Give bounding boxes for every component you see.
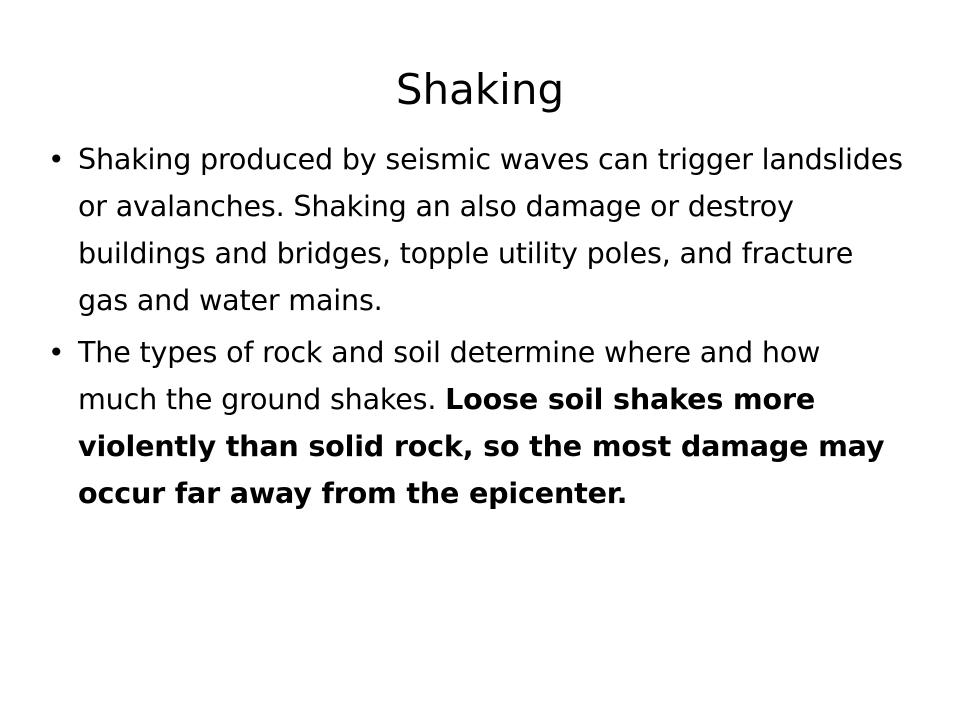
bullet-icon: • [48,336,65,369]
bullet-text: Shaking produced by seismic waves can trigger landslides or avalanches. Shaking an also damage or destroy buildings and bridges, topple utility poles, and fracture gas and water mains. [78,142,903,317]
bullet-icon: • [48,143,65,176]
bullet-item [48,136,908,324]
bullet-text: The types of rock and soil determine where and how much the ground shakes. [78,335,821,416]
bullet-item [48,329,908,517]
bullet-bold-text: Loose soil shakes more violently than solid rock, so the most damage may occur far away from the epicenter. [78,382,885,510]
bullet-list [48,136,908,522]
slide-title: Shaking [395,65,565,114]
